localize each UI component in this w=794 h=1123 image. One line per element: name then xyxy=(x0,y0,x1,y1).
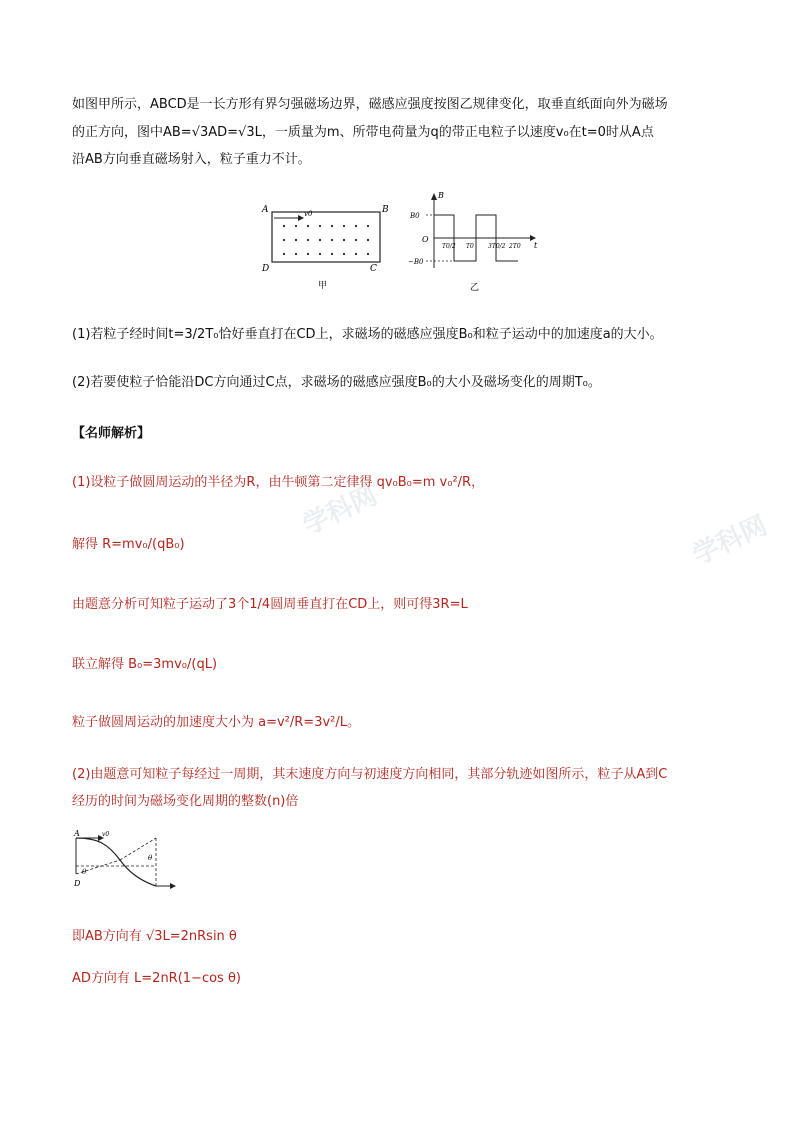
question-1 xyxy=(72,326,663,344)
analysis-step-2: 解得 R=mv₀/(qB₀) xyxy=(72,537,185,552)
question-2-text: (2)若要使粒子恰能沿DC方向通过C点，求磁场的磁感应强度B₀的大小及磁场变化的周期T₀。 xyxy=(72,375,601,390)
b0-label: B0 xyxy=(410,212,420,220)
analysis-step-5: 粒子做圆周运动的加速度大小为 a=v²/R=3v²/L。 xyxy=(72,715,360,730)
analysis-step-1: (1)设粒子做圆周运动的半径为R，由牛顿第二定律得 qv₀B₀=m v₀²/R， xyxy=(72,475,485,490)
watermark: 学科网 xyxy=(298,480,382,541)
analysis-heading: 【名师解析】 xyxy=(72,426,151,441)
analysis-step-8: 即AB方向有 √3L=2nRsin θ xyxy=(72,929,237,944)
analysis-step-3: 由题意分析可知粒子运动了3个1/4圆周垂直打在CD上，则可得3R=L xyxy=(72,597,468,612)
label-D: D xyxy=(74,879,81,888)
tick-3half-T0: 3T0/2 xyxy=(488,243,506,250)
question-2 xyxy=(72,374,601,392)
problem-intro-3: 沿AB方向垂直磁场射入，粒子重力不计。 xyxy=(72,152,311,167)
problem-intro-1: 如图甲所示，ABCD是一长方形有界匀强磁场边界，磁感应强度按图乙规律变化，取垂直纸面向外为磁场 xyxy=(72,97,668,112)
theta-label-right: θ xyxy=(148,854,153,862)
figure-field-rectangle xyxy=(258,198,398,294)
trajectory-curve xyxy=(76,838,156,886)
field-dots xyxy=(283,225,369,255)
analysis-step-4: 联立解得 B₀=3mv₀/(qL) xyxy=(72,657,218,672)
label-C: C xyxy=(370,264,377,274)
velocity-label: v0 xyxy=(304,210,313,218)
origin-label: O xyxy=(422,235,429,244)
neg-b0-label: −B0 xyxy=(408,258,424,266)
theta-label-left: θ xyxy=(82,868,87,876)
tick-2T0: 2T0 xyxy=(509,243,521,250)
axis-B-label: B xyxy=(438,191,444,200)
label-B: B xyxy=(382,205,389,215)
label-A: A xyxy=(262,205,269,215)
analysis-step-7: 经历的时间为磁场变化周期的整数(n)倍 xyxy=(72,794,299,809)
tick-T0: T0 xyxy=(466,243,474,250)
problem-intro-line-2 xyxy=(72,124,654,142)
question-1-text: (1)若粒子经时间t=3/2T₀恰好垂直打在CD上，求磁场的磁感应强度B₀和粒子运动中的加速度a的大小。 xyxy=(72,327,663,342)
figure-trajectory xyxy=(72,826,184,896)
analysis-step-6: (2)由题意可知粒子每经过一周期，其末速度方向与初速度方向相同，其部分轨迹如图所示，粒子从A到C xyxy=(72,767,668,782)
tick-half-T0: T0/2 xyxy=(442,243,456,250)
velocity-label: v0 xyxy=(102,831,110,838)
axis-t-label: t xyxy=(534,241,538,250)
caption-yi: 乙 xyxy=(470,283,480,293)
problem-intro-line-1 xyxy=(72,96,668,114)
watermark: 学科网 xyxy=(688,510,772,571)
label-D: D xyxy=(262,264,270,274)
analysis-step-9: AD方向有 L=2nR(1−cos θ) xyxy=(72,971,241,986)
field-boundary xyxy=(272,212,380,262)
caption-jia: 甲 xyxy=(318,281,328,291)
figure-b-vs-t xyxy=(408,188,544,296)
label-A: A xyxy=(74,829,80,838)
problem-intro-2: 的正方向，图中AB=√3AD=√3L，一质量为m、所带电荷量为q的带正电粒子以速度v₀在t=0时从A点 xyxy=(72,125,654,140)
problem-intro-line-3 xyxy=(72,151,311,169)
